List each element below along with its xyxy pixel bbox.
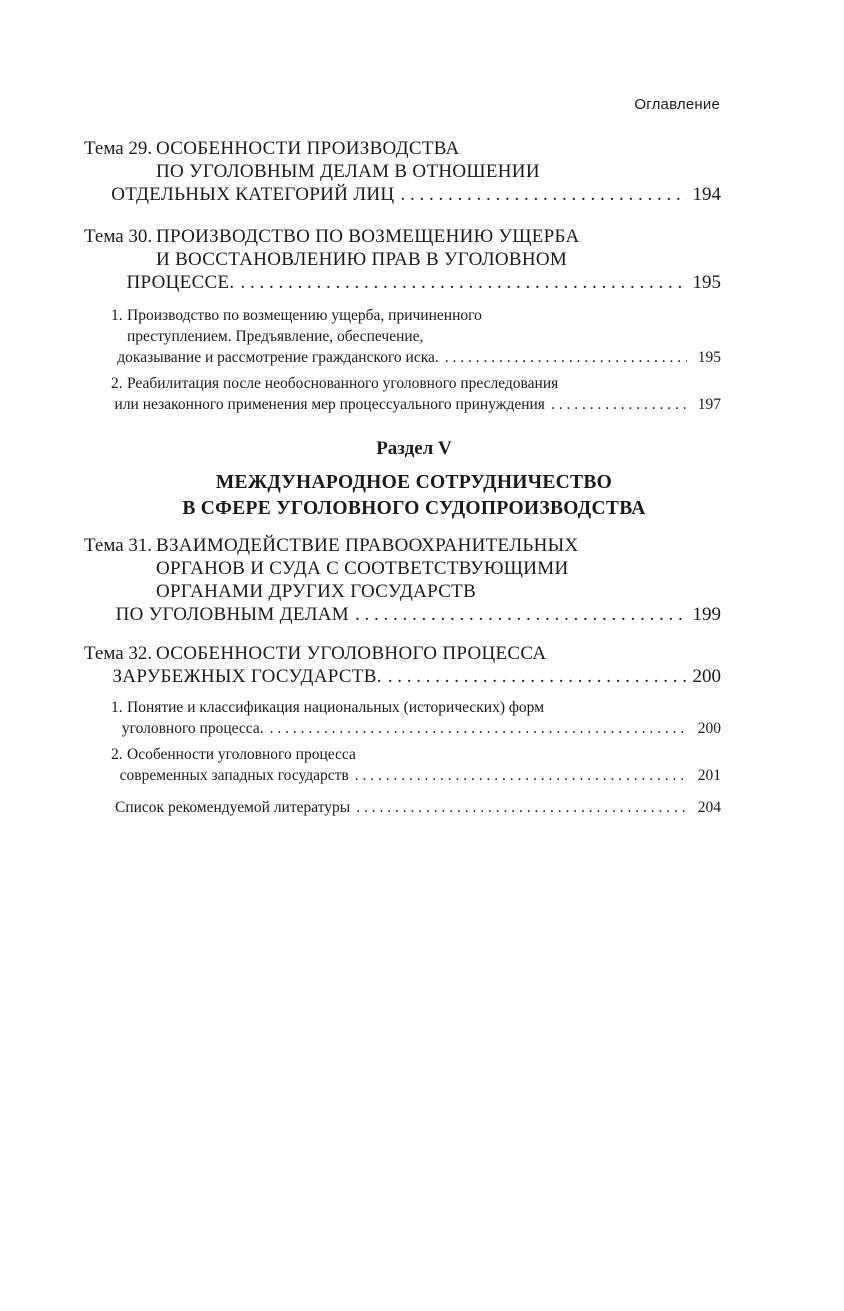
section-title-line: МЕЖДУНАРОДНОЕ СОТРУДНИЧЕСТВО bbox=[215, 472, 613, 493]
bibliography-label: Список рекомендуемой литературы bbox=[115, 799, 351, 816]
dot-leader bbox=[241, 271, 687, 294]
page-number: 200 bbox=[697, 720, 721, 737]
item-text-line: или незаконного применения мер процессуального принуждения bbox=[114, 396, 545, 413]
item-number: 2. bbox=[111, 746, 123, 763]
dot-leader bbox=[388, 665, 687, 688]
item-text-line: Производство по возмещению ущерба, причиненного bbox=[127, 307, 482, 324]
topic-label: Тема 32. bbox=[84, 643, 153, 664]
topic-title-line: ПО УГОЛОВНЫМ ДЕЛАМ В ОТНОШЕНИИ bbox=[156, 161, 540, 182]
item-text-line: Особенности уголовного процесса bbox=[127, 746, 356, 763]
item-text-line: преступлением. Предъявление, обеспечение, bbox=[127, 328, 424, 345]
item-text-line: уголовного процесса. bbox=[121, 720, 264, 737]
page-number: 200 bbox=[692, 666, 721, 687]
page-number: 194 bbox=[692, 184, 721, 205]
section-heading bbox=[84, 438, 744, 522]
dot-leader bbox=[445, 347, 687, 368]
topic-title-line: ВЗАИМОДЕЙСТВИЕ ПРАВООХРАНИТЕЛЬНЫХ bbox=[156, 535, 579, 556]
toc-entry-topic-32[interactable] bbox=[84, 642, 721, 688]
dot-leader bbox=[355, 603, 687, 626]
page-number: 195 bbox=[697, 349, 721, 366]
toc-entry-topic-29[interactable] bbox=[84, 137, 721, 206]
page-number: 201 bbox=[697, 767, 721, 784]
toc-subentry-30-1[interactable] bbox=[111, 305, 721, 368]
page-number: 197 bbox=[697, 396, 721, 413]
dot-leader bbox=[355, 765, 687, 786]
topic-title-line: ОРГАНОВ И СУДА С СООТВЕТСТВУЮЩИМИ bbox=[156, 558, 569, 579]
dot-leader bbox=[400, 183, 686, 206]
page-number: 195 bbox=[692, 272, 721, 293]
topic-label: Тема 30. bbox=[84, 226, 153, 247]
toc-subentry-30-2[interactable] bbox=[111, 373, 721, 415]
page-number: 199 bbox=[692, 604, 721, 625]
item-text-line: Понятие и классификация национальных (исторических) форм bbox=[127, 699, 545, 716]
toc-subentry-32-2[interactable] bbox=[111, 744, 721, 786]
topic-title-line: И ВОССТАНОВЛЕНИЮ ПРАВ В УГОЛОВНОМ bbox=[156, 249, 568, 270]
toc-entry-topic-31[interactable] bbox=[84, 534, 721, 626]
section-title-line: В СФЕРЕ УГОЛОВНОГО СУДОПРОИЗВОДСТВА bbox=[182, 498, 646, 519]
item-text-line: Реабилитация после необоснованного уголовного преследования bbox=[127, 375, 559, 392]
item-text-line: современных западных государств bbox=[119, 767, 349, 784]
toc-subentry-32-1[interactable] bbox=[111, 697, 721, 739]
item-number: 1. bbox=[111, 699, 123, 716]
topic-title-line: ОСОБЕННОСТИ УГОЛОВНОГО ПРОЦЕССА bbox=[156, 643, 547, 664]
topic-title-line: ПО УГОЛОВНЫМ ДЕЛАМ bbox=[115, 604, 349, 625]
page-number: 204 bbox=[697, 799, 721, 816]
topic-title-line: ОСОБЕННОСТИ ПРОИЗВОДСТВА bbox=[156, 138, 460, 159]
item-text-line: доказывание и рассмотрение гражданского иска. bbox=[117, 349, 439, 366]
dot-leader bbox=[356, 797, 687, 818]
toc-entry-bibliography[interactable] bbox=[115, 797, 721, 818]
topic-title-line: ПРОЦЕССЕ. bbox=[126, 272, 235, 293]
topic-title-line: ОРГАНАМИ ДРУГИХ ГОСУДАРСТВ bbox=[156, 581, 477, 602]
section-label: Раздел V bbox=[376, 438, 452, 459]
item-number: 2. bbox=[111, 375, 123, 392]
item-number: 1. bbox=[111, 307, 123, 324]
dot-leader bbox=[551, 394, 687, 415]
dot-leader bbox=[270, 718, 687, 739]
topic-label: Тема 29. bbox=[84, 138, 153, 159]
topic-label: Тема 31. bbox=[84, 535, 153, 556]
topic-title-line: ОТДЕЛЬНЫХ КАТЕГОРИЙ ЛИЦ bbox=[111, 184, 395, 205]
running-head: Оглавление bbox=[634, 96, 720, 113]
toc-entry-topic-30[interactable] bbox=[84, 225, 721, 294]
topic-title-line: ПРОИЗВОДСТВО ПО ВОЗМЕЩЕНИЮ УЩЕРБА bbox=[156, 226, 580, 247]
topic-title-line: ЗАРУБЕЖНЫХ ГОСУДАРСТВ. bbox=[112, 666, 382, 687]
